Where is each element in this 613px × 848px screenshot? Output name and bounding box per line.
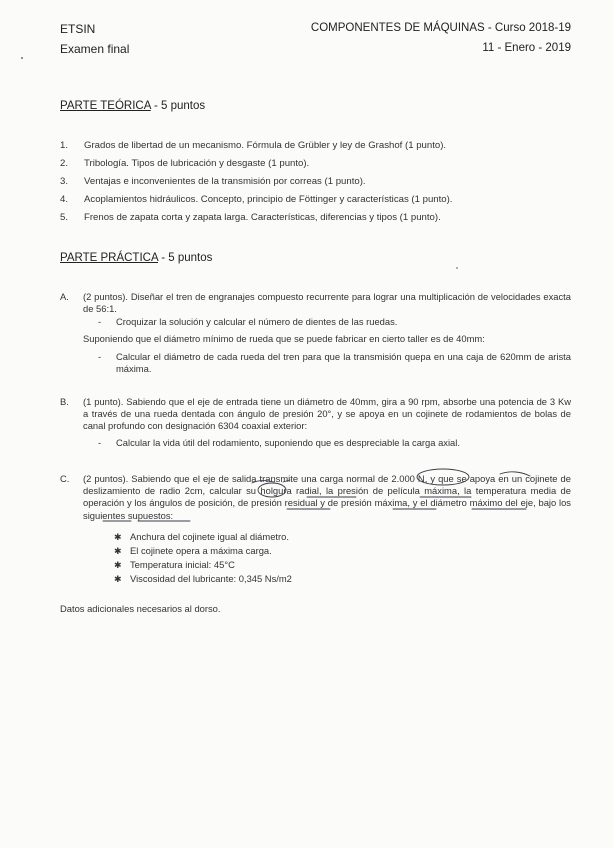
institution-name: ETSIN [60,22,96,36]
star-bullet-icon: ✱ [114,546,122,556]
theory-item-text: Acoplamientos hidráulicos. Concepto, principio de Föttinger y características (1 punto). [84,194,453,205]
theory-item-number: 5. [60,212,69,223]
problem-b-sub: Calcular la vida útil del rodamiento, suponiendo que es despreciable la carga axial. [116,437,460,448]
problem-b-dash: - [98,437,102,448]
problem-a-label: A. [60,291,69,302]
practice-points: - 5 puntos [161,252,213,264]
theory-item-number: 2. [60,158,69,169]
theory-title: PARTE TEÓRICA [60,100,151,112]
circle-annotation [417,469,469,485]
theory-points: - 5 puntos [153,100,206,112]
circle-annotation [258,483,286,497]
problem-a-intro2: Suponiendo que el diámetro mínimo de rueda que se puede fabricar en cierto taller es de 40mm: [83,333,485,344]
theory-item-text: Grados de libertad de un mecanismo. Fórmula de Grübler y ley de Grashof (1 punto). [84,140,447,151]
star-bullet-icon: ✱ [114,574,122,584]
theory-item-text: Ventajas e inconvenientes de la transmisión por correas (1 punto). [84,176,366,187]
star-bullet-icon: ✱ [114,532,122,542]
speck [456,267,458,269]
exam-date: 11 - Enero - 2019 [482,42,571,54]
course-title: COMPONENTES DE MÁQUINAS - Curso 2018-19 [310,22,571,34]
speck [21,57,23,59]
practice-title: PARTE PRÁCTICA [60,252,158,264]
problem-b-text: (1 punto). Sabiendo que el eje de entrada tiene un diámetro de 40mm, gira a 90 rpm, absorbe una potencia de 3 Kw a través de una rueda dentada con ángulo de presión 20°, y se apoya en un cojinete de rodamientos de bolas de canal profundo con designación 6304 coaxial exterior: [83,396,571,432]
bullet-text: Viscosidad del lubricante: 0,345 Ns/m2 [130,573,292,584]
bullet-text: Temperatura inicial: 45°C [130,559,235,570]
bullet-text: Anchura del cojinete igual al diámetro. [130,531,289,542]
footer-note: Datos adicionales necesarios al dorso. [60,603,221,614]
star-bullet-icon: ✱ [114,560,122,570]
problem-c-label: C. [60,473,70,484]
problem-c-text: (2 puntos). Sabiendo que el eje de salida transmite una carga normal de 2.000 N, y que se apoya en un cojinete de deslizamiento de radio 2cm, calcular su holgura radial, la presión de película máxima, la temperatura media de operación y los ángulos de posición, de presión residual y de presión máxima, y el diámetro máximo del eje, bajo los siguientes supuestos: [83,473,571,521]
problem-a-dash: - [98,316,102,327]
theory-item-text: Tribología. Tipos de lubricación y desgaste (1 punto). [84,158,310,169]
problem-b-label: B. [60,396,69,407]
theory-item-number: 4. [60,194,69,205]
exam-type: Examen final [60,42,130,56]
theory-item-number: 3. [60,176,69,187]
theory-item-text: Frenos de zapata corta y zapata larga. Características, diferencias y tipos (1 punto). [84,212,441,223]
bullet-text: El cojinete opera a máxima carga. [130,545,272,556]
problem-a-text: (2 puntos). Diseñar el tren de engranajes compuesto recurrente para lograr una multiplicación de velocidades exacta de 56:1. [83,291,571,315]
problem-a-sub1: Croquizar la solución y calcular el número de dientes de las ruedas. [116,316,398,327]
problem-a-dash2: - [98,351,102,362]
theory-item-number: 1. [60,140,69,151]
problem-a-sub2: Calcular el diámetro de cada rueda del tren para que la transmisión quepa en una caja de 620mm de arista máxima. [116,351,571,375]
pen-stroke [283,480,290,482]
pen-stroke [500,472,530,476]
